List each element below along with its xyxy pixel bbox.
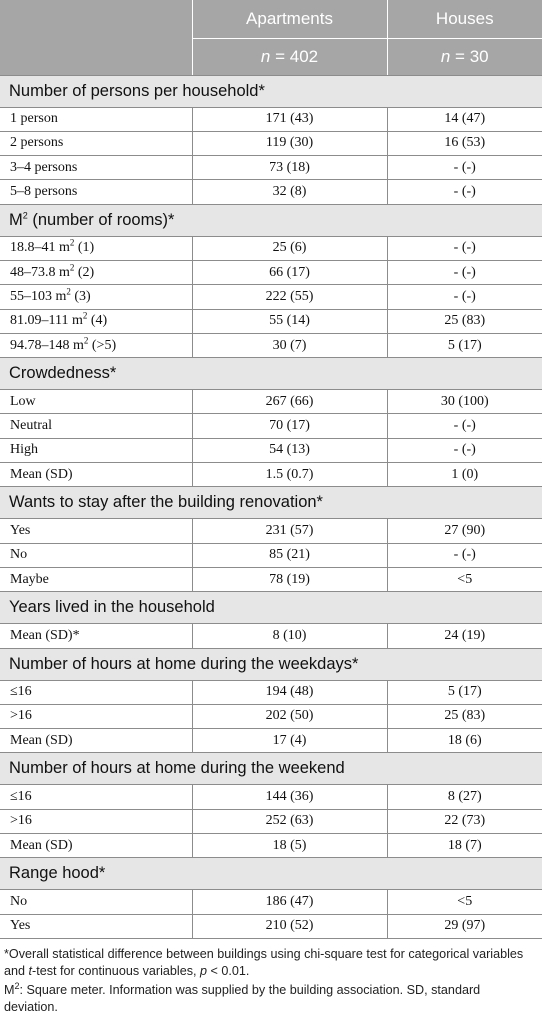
- houses-value: 18 (7): [387, 834, 542, 858]
- table-row: [0, 890, 542, 914]
- row-label: Low: [0, 390, 192, 414]
- row-label: [0, 333, 192, 357]
- footnote-p-symbol: p: [200, 964, 208, 979]
- header-houses: Houses: [387, 0, 542, 38]
- footnote-statistics: [4, 946, 536, 981]
- row-label: [0, 260, 192, 284]
- footnote-superscript: 2: [14, 980, 20, 991]
- row-label: High: [0, 438, 192, 462]
- row-label-superscript: 2: [69, 261, 75, 272]
- table-row: [0, 543, 542, 567]
- table-row: [0, 131, 542, 155]
- apartments-value: 171 (43): [192, 107, 387, 131]
- section-header: [0, 592, 542, 624]
- n-houses-value: = 30: [450, 46, 489, 66]
- houses-value: 18 (6): [387, 729, 542, 753]
- row-label-text: (>5): [88, 337, 117, 353]
- row-label: Neutral: [0, 414, 192, 438]
- table-row: [0, 704, 542, 728]
- n-symbol: n: [260, 46, 271, 66]
- row-label: 1 person: [0, 107, 192, 131]
- table-row: [0, 463, 542, 487]
- houses-value: <5: [387, 567, 542, 591]
- section-title-superscript: 2: [22, 210, 28, 221]
- row-label: Mean (SD): [0, 834, 192, 858]
- houses-value: - (-): [387, 260, 542, 284]
- table-row: [0, 785, 542, 809]
- row-label-text: 55–103 m: [10, 288, 67, 304]
- section-header: [0, 204, 542, 236]
- houses-value: <5: [387, 890, 542, 914]
- row-label: Yes: [0, 914, 192, 938]
- apartments-value: 18 (5): [192, 834, 387, 858]
- houses-value: 14 (47): [387, 107, 542, 131]
- apartments-value: 66 (17): [192, 260, 387, 284]
- footnote-text: : Square meter. Information was supplied by the building association. SD, standard deviation.: [4, 982, 481, 1015]
- section-header: [0, 75, 542, 107]
- apartments-value: 222 (55): [192, 285, 387, 309]
- apartments-value: 1.5 (0.7): [192, 463, 387, 487]
- table-row: [0, 107, 542, 131]
- header-n-houses: [387, 38, 542, 75]
- table-row: [0, 390, 542, 414]
- row-label-text: 94.78–148 m: [10, 337, 84, 353]
- table-row: [0, 624, 542, 648]
- houses-value: 5 (17): [387, 333, 542, 357]
- row-label-text: (3): [70, 288, 91, 304]
- table-row: [0, 260, 542, 284]
- table-footnotes: [0, 939, 542, 1017]
- row-label-text: 48–73.8 m: [10, 264, 70, 280]
- apartments-value: 70 (17): [192, 414, 387, 438]
- header-n-apartments: [192, 38, 387, 75]
- houses-value: - (-): [387, 285, 542, 309]
- row-label: 2 persons: [0, 131, 192, 155]
- houses-value: 25 (83): [387, 309, 542, 333]
- row-label-superscript: 2: [83, 334, 89, 345]
- table-row: [0, 519, 542, 543]
- row-label-text: 81.09–111 m: [10, 313, 83, 329]
- row-label-superscript: 2: [82, 310, 88, 321]
- apartments-value: 85 (21): [192, 543, 387, 567]
- footnote-text: < 0.01.: [207, 964, 250, 979]
- row-label: Maybe: [0, 567, 192, 591]
- houses-value: 16 (53): [387, 131, 542, 155]
- row-label: Mean (SD)*: [0, 624, 192, 648]
- table-row: [0, 438, 542, 462]
- section-title: Number of hours at home during the weekdays*: [0, 648, 542, 680]
- section-title: Years lived in the household: [0, 592, 542, 624]
- row-label: Mean (SD): [0, 463, 192, 487]
- houses-value: 1 (0): [387, 463, 542, 487]
- row-label: ≤16: [0, 680, 192, 704]
- n-apartments-value: = 402: [270, 46, 319, 66]
- section-title: Number of persons per household*: [0, 75, 542, 107]
- apartments-value: 267 (66): [192, 390, 387, 414]
- table-row: [0, 809, 542, 833]
- houses-value: 27 (90): [387, 519, 542, 543]
- row-label: 5–8 persons: [0, 180, 192, 204]
- section-header: [0, 648, 542, 680]
- header-blank-cell: [0, 0, 192, 75]
- section-title: Range hood*: [0, 858, 542, 890]
- footnote-text: *Overall statistical difference between buildings using chi-square test for categorical variables and: [4, 946, 524, 979]
- apartments-value: 8 (10): [192, 624, 387, 648]
- table-row: [0, 156, 542, 180]
- section-title: Crowdedness*: [0, 358, 542, 390]
- table-row: [0, 333, 542, 357]
- apartments-value: 25 (6): [192, 236, 387, 260]
- apartments-value: 55 (14): [192, 309, 387, 333]
- section-title-text: M: [9, 210, 23, 229]
- row-label: Mean (SD): [0, 729, 192, 753]
- apartments-value: 231 (57): [192, 519, 387, 543]
- table-row: [0, 567, 542, 591]
- houses-value: - (-): [387, 414, 542, 438]
- apartments-value: 73 (18): [192, 156, 387, 180]
- houses-value: - (-): [387, 180, 542, 204]
- table-body: [0, 75, 542, 938]
- row-label: Yes: [0, 519, 192, 543]
- section-header: [0, 858, 542, 890]
- apartments-value: 119 (30): [192, 131, 387, 155]
- table-row: [0, 729, 542, 753]
- houses-value: 8 (27): [387, 785, 542, 809]
- section-header: [0, 487, 542, 519]
- section-header: [0, 753, 542, 785]
- houses-value: - (-): [387, 543, 542, 567]
- row-label: 3–4 persons: [0, 156, 192, 180]
- table-row: [0, 180, 542, 204]
- houses-value: 22 (73): [387, 809, 542, 833]
- apartments-value: 194 (48): [192, 680, 387, 704]
- apartments-value: 202 (50): [192, 704, 387, 728]
- table-row: [0, 236, 542, 260]
- table-row: [0, 309, 542, 333]
- section-title: Number of hours at home during the weekend: [0, 753, 542, 785]
- section-title-text: (number of rooms)*: [27, 210, 175, 229]
- houses-value: - (-): [387, 236, 542, 260]
- n-symbol: n: [440, 46, 451, 66]
- houses-value: 30 (100): [387, 390, 542, 414]
- footnote-text: M: [4, 982, 15, 997]
- table-row: [0, 285, 542, 309]
- footnote-text: -test for continuous variables,: [32, 964, 201, 979]
- apartments-value: 186 (47): [192, 890, 387, 914]
- header-row-1: [0, 0, 542, 38]
- apartments-value: 144 (36): [192, 785, 387, 809]
- row-label-text: (2): [74, 264, 95, 280]
- houses-value: 29 (97): [387, 914, 542, 938]
- apartments-value: 17 (4): [192, 729, 387, 753]
- houses-value: - (-): [387, 438, 542, 462]
- footnote-m2: [4, 982, 536, 1017]
- row-label: No: [0, 543, 192, 567]
- houses-value: 5 (17): [387, 680, 542, 704]
- apartments-value: 54 (13): [192, 438, 387, 462]
- houses-value: 24 (19): [387, 624, 542, 648]
- table-row: [0, 680, 542, 704]
- table-row: [0, 414, 542, 438]
- row-label: >16: [0, 809, 192, 833]
- header-apartments: Apartments: [192, 0, 387, 38]
- row-label: ≤16: [0, 785, 192, 809]
- row-label-text: 18.8–41 m: [10, 240, 70, 256]
- apartments-value: 32 (8): [192, 180, 387, 204]
- apartments-value: 252 (63): [192, 809, 387, 833]
- section-title: Wants to stay after the building renovation*: [0, 487, 542, 519]
- section-header: [0, 358, 542, 390]
- row-label-text: (4): [87, 313, 108, 329]
- apartments-value: 78 (19): [192, 567, 387, 591]
- row-label: No: [0, 890, 192, 914]
- footnote-t-symbol: t: [28, 964, 33, 979]
- row-label-superscript: 2: [69, 237, 75, 248]
- row-label-superscript: 2: [66, 286, 71, 297]
- table-row: [0, 834, 542, 858]
- apartments-value: 210 (52): [192, 914, 387, 938]
- apartments-value: 30 (7): [192, 333, 387, 357]
- row-label: >16: [0, 704, 192, 728]
- row-label: [0, 309, 192, 333]
- table-row: [0, 914, 542, 938]
- houses-value: - (-): [387, 156, 542, 180]
- row-label-text: (1): [74, 240, 95, 256]
- row-label: [0, 236, 192, 260]
- section-title: [0, 204, 542, 236]
- houses-value: 25 (83): [387, 704, 542, 728]
- row-label: [0, 285, 192, 309]
